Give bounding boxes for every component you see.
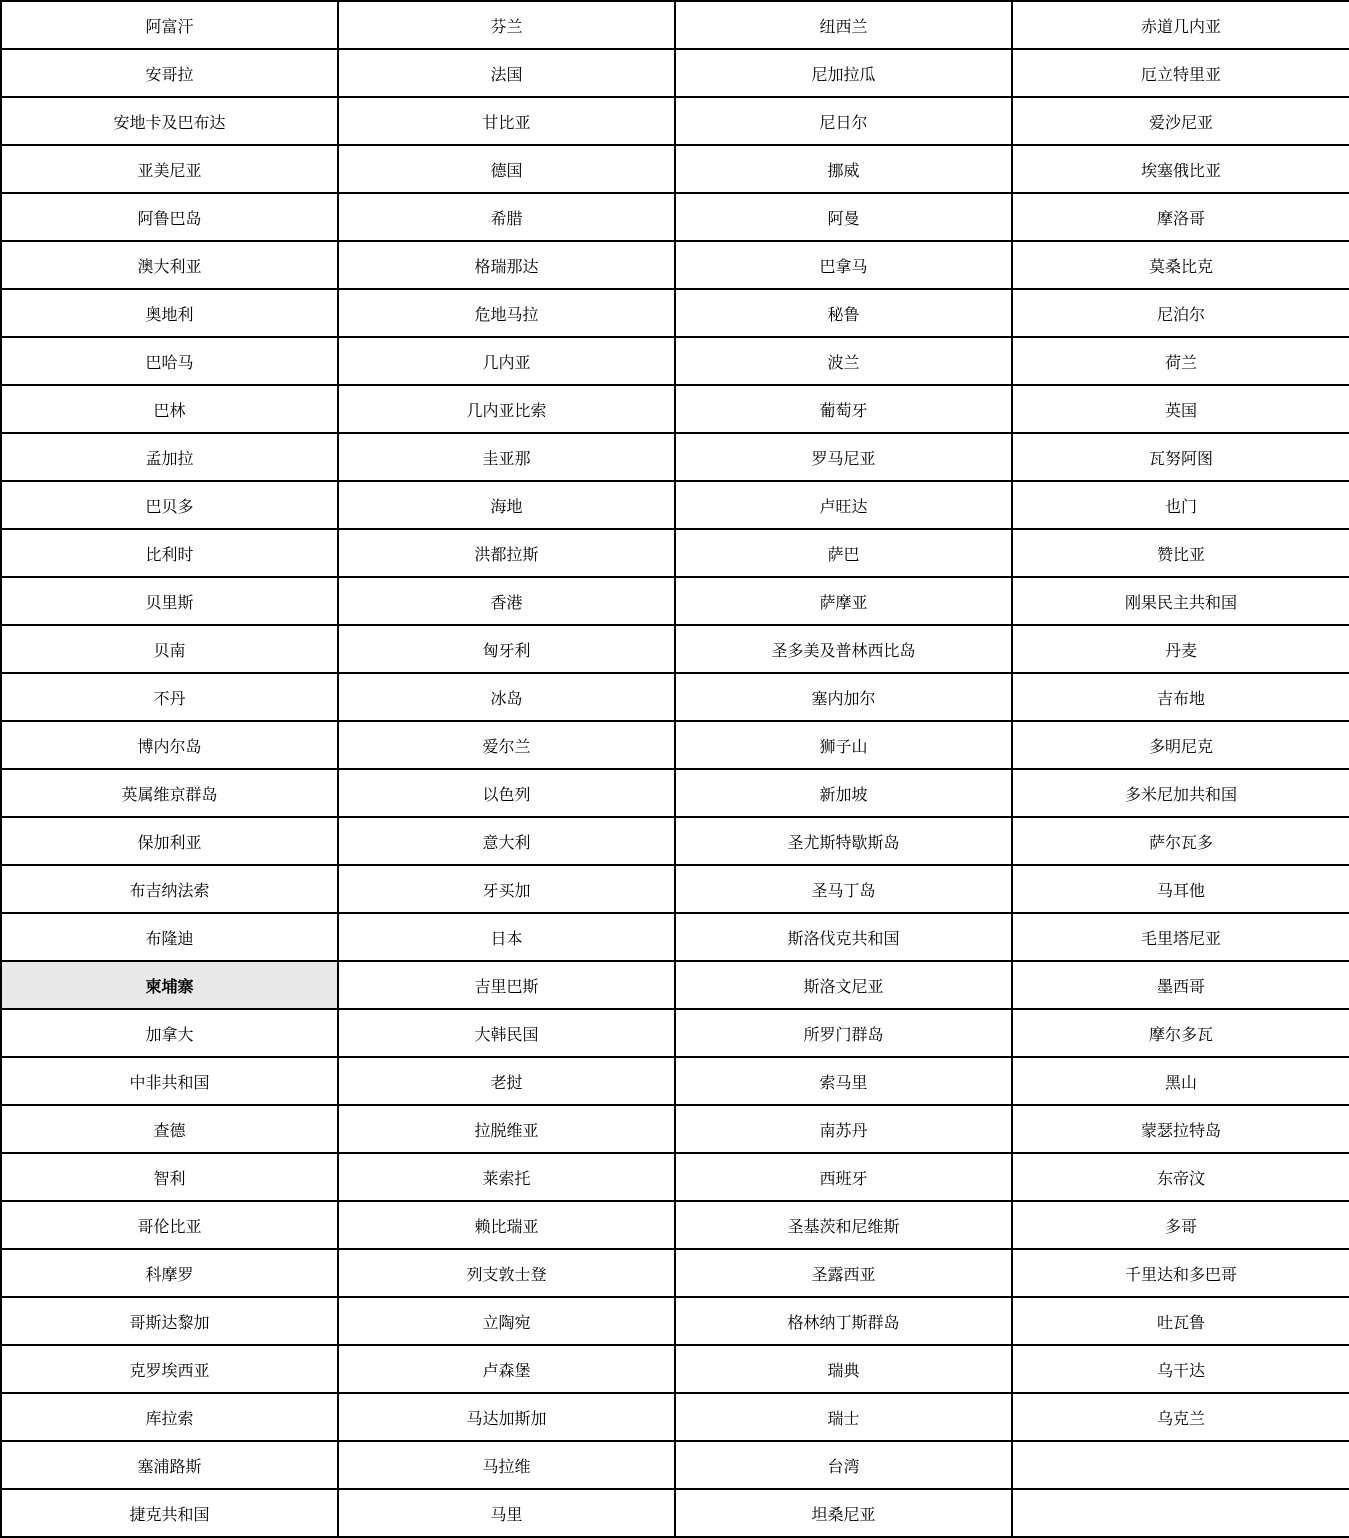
table-row bbox=[1, 817, 1349, 865]
country-cell[interactable]: 荷兰 bbox=[1012, 337, 1349, 385]
country-cell[interactable]: 查德 bbox=[1, 1105, 338, 1153]
country-cell[interactable]: 圣尤斯特歇斯岛 bbox=[675, 817, 1012, 865]
country-cell[interactable]: 拉脱维亚 bbox=[338, 1105, 675, 1153]
country-cell[interactable]: 萨摩亚 bbox=[675, 577, 1012, 625]
country-cell[interactable]: 吐瓦鲁 bbox=[1012, 1297, 1349, 1345]
country-cell[interactable]: 摩洛哥 bbox=[1012, 193, 1349, 241]
country-cell[interactable]: 莱索托 bbox=[338, 1153, 675, 1201]
country-cell[interactable] bbox=[1012, 1489, 1349, 1537]
country-cell[interactable]: 意大利 bbox=[338, 817, 675, 865]
country-cell[interactable]: 格瑞那达 bbox=[338, 241, 675, 289]
country-cell[interactable]: 芬兰 bbox=[338, 1, 675, 49]
country-cell[interactable]: 马达加斯加 bbox=[338, 1393, 675, 1441]
country-cell[interactable]: 科摩罗 bbox=[1, 1249, 338, 1297]
country-cell[interactable]: 智利 bbox=[1, 1153, 338, 1201]
country-cell[interactable]: 不丹 bbox=[1, 673, 338, 721]
country-cell[interactable]: 赤道几内亚 bbox=[1012, 1, 1349, 49]
country-cell[interactable]: 德国 bbox=[338, 145, 675, 193]
table-row bbox=[1, 193, 1349, 241]
table-row bbox=[1, 721, 1349, 769]
country-cell[interactable]: 奥地利 bbox=[1, 289, 338, 337]
table-row bbox=[1, 145, 1349, 193]
country-cell[interactable]: 纽西兰 bbox=[675, 1, 1012, 49]
country-cell[interactable]: 也门 bbox=[1012, 481, 1349, 529]
country-cell[interactable]: 多米尼加共和国 bbox=[1012, 769, 1349, 817]
country-cell[interactable]: 瓦努阿图 bbox=[1012, 433, 1349, 481]
country-cell[interactable]: 保加利亚 bbox=[1, 817, 338, 865]
country-cell[interactable]: 几内亚比索 bbox=[338, 385, 675, 433]
country-cell[interactable]: 刚果民主共和国 bbox=[1012, 577, 1349, 625]
country-cell[interactable]: 坦桑尼亚 bbox=[675, 1489, 1012, 1537]
table-row bbox=[1, 1105, 1349, 1153]
table-row bbox=[1, 1393, 1349, 1441]
country-cell[interactable]: 马拉维 bbox=[338, 1441, 675, 1489]
country-cell[interactable]: 黑山 bbox=[1012, 1057, 1349, 1105]
country-cell[interactable]: 爱尔兰 bbox=[338, 721, 675, 769]
table-row bbox=[1, 97, 1349, 145]
country-cell[interactable]: 新加坡 bbox=[675, 769, 1012, 817]
country-cell[interactable]: 捷克共和国 bbox=[1, 1489, 338, 1537]
table-row bbox=[1, 289, 1349, 337]
country-cell[interactable]: 安哥拉 bbox=[1, 49, 338, 97]
table-row bbox=[1, 673, 1349, 721]
country-cell[interactable]: 圣基茨和尼维斯 bbox=[675, 1201, 1012, 1249]
table-row bbox=[1, 913, 1349, 961]
country-cell[interactable]: 巴林 bbox=[1, 385, 338, 433]
country-cell[interactable]: 马耳他 bbox=[1012, 865, 1349, 913]
country-cell[interactable]: 阿鲁巴岛 bbox=[1, 193, 338, 241]
country-cell[interactable]: 尼加拉瓜 bbox=[675, 49, 1012, 97]
table-row bbox=[1, 1057, 1349, 1105]
country-cell[interactable]: 巴贝多 bbox=[1, 481, 338, 529]
country-cell[interactable]: 亚美尼亚 bbox=[1, 145, 338, 193]
country-cell[interactable]: 丹麦 bbox=[1012, 625, 1349, 673]
country-cell[interactable]: 巴哈马 bbox=[1, 337, 338, 385]
country-cell[interactable]: 日本 bbox=[338, 913, 675, 961]
country-cell[interactable]: 哥伦比亚 bbox=[1, 1201, 338, 1249]
country-cell[interactable]: 南苏丹 bbox=[675, 1105, 1012, 1153]
country-cell[interactable]: 大韩民国 bbox=[338, 1009, 675, 1057]
country-cell[interactable]: 格林纳丁斯群岛 bbox=[675, 1297, 1012, 1345]
country-cell[interactable]: 以色列 bbox=[338, 769, 675, 817]
table-row bbox=[1, 49, 1349, 97]
country-cell[interactable]: 索马里 bbox=[675, 1057, 1012, 1105]
table-row bbox=[1, 529, 1349, 577]
country-cell[interactable]: 蒙瑟拉特岛 bbox=[1012, 1105, 1349, 1153]
country-cell[interactable]: 赖比瑞亚 bbox=[338, 1201, 675, 1249]
table-row bbox=[1, 337, 1349, 385]
table-row bbox=[1, 385, 1349, 433]
country-cell[interactable]: 墨西哥 bbox=[1012, 961, 1349, 1009]
country-cell[interactable]: 挪威 bbox=[675, 145, 1012, 193]
country-cell[interactable]: 尼日尔 bbox=[675, 97, 1012, 145]
country-cell[interactable]: 秘鲁 bbox=[675, 289, 1012, 337]
country-cell[interactable]: 列支敦士登 bbox=[338, 1249, 675, 1297]
country-cell[interactable]: 塞浦路斯 bbox=[1, 1441, 338, 1489]
country-cell[interactable]: 所罗门群岛 bbox=[675, 1009, 1012, 1057]
country-cell[interactable]: 圣马丁岛 bbox=[675, 865, 1012, 913]
country-cell-selected[interactable]: 柬埔寨 bbox=[1, 961, 338, 1009]
country-cell[interactable]: 狮子山 bbox=[675, 721, 1012, 769]
country-cell[interactable]: 西班牙 bbox=[675, 1153, 1012, 1201]
country-cell[interactable]: 孟加拉 bbox=[1, 433, 338, 481]
country-cell[interactable]: 罗马尼亚 bbox=[675, 433, 1012, 481]
table-row bbox=[1, 1, 1349, 49]
country-cell[interactable]: 阿富汗 bbox=[1, 1, 338, 49]
table-row bbox=[1, 1201, 1349, 1249]
country-cell[interactable]: 布隆迪 bbox=[1, 913, 338, 961]
country-cell[interactable]: 牙买加 bbox=[338, 865, 675, 913]
country-cell[interactable]: 匈牙利 bbox=[338, 625, 675, 673]
table-row bbox=[1, 1249, 1349, 1297]
country-cell[interactable]: 乌干达 bbox=[1012, 1345, 1349, 1393]
country-cell[interactable]: 贝南 bbox=[1, 625, 338, 673]
country-cell[interactable]: 卢旺达 bbox=[675, 481, 1012, 529]
country-cell[interactable]: 多明尼克 bbox=[1012, 721, 1349, 769]
country-cell[interactable]: 瑞士 bbox=[675, 1393, 1012, 1441]
table-row bbox=[1, 241, 1349, 289]
country-cell[interactable]: 斯洛伐克共和国 bbox=[675, 913, 1012, 961]
country-cell[interactable]: 老挝 bbox=[338, 1057, 675, 1105]
country-cell[interactable]: 吉布地 bbox=[1012, 673, 1349, 721]
country-cell[interactable]: 东帝汶 bbox=[1012, 1153, 1349, 1201]
table-row bbox=[1, 1345, 1349, 1393]
country-cell[interactable]: 博内尔岛 bbox=[1, 721, 338, 769]
country-cell[interactable]: 英属维京群岛 bbox=[1, 769, 338, 817]
table-row bbox=[1, 1489, 1349, 1537]
country-cell[interactable]: 香港 bbox=[338, 577, 675, 625]
country-cell[interactable]: 波兰 bbox=[675, 337, 1012, 385]
country-cell[interactable]: 安地卡及巴布达 bbox=[1, 97, 338, 145]
country-table-body bbox=[1, 1, 1349, 1537]
country-cell[interactable]: 圣多美及普林西比岛 bbox=[675, 625, 1012, 673]
country-cell[interactable]: 比利时 bbox=[1, 529, 338, 577]
table-row bbox=[1, 433, 1349, 481]
country-cell[interactable]: 贝里斯 bbox=[1, 577, 338, 625]
country-cell[interactable]: 几内亚 bbox=[338, 337, 675, 385]
table-row bbox=[1, 577, 1349, 625]
country-cell[interactable]: 瑞典 bbox=[675, 1345, 1012, 1393]
country-cell[interactable]: 卢森堡 bbox=[338, 1345, 675, 1393]
country-cell[interactable]: 圭亚那 bbox=[338, 433, 675, 481]
country-cell[interactable]: 甘比亚 bbox=[338, 97, 675, 145]
table-row bbox=[1, 961, 1349, 1009]
country-cell[interactable]: 澳大利亚 bbox=[1, 241, 338, 289]
country-cell[interactable]: 萨尔瓦多 bbox=[1012, 817, 1349, 865]
country-cell[interactable] bbox=[1012, 1441, 1349, 1489]
country-cell[interactable]: 毛里塔尼亚 bbox=[1012, 913, 1349, 961]
table-row bbox=[1, 1297, 1349, 1345]
country-cell[interactable]: 台湾 bbox=[675, 1441, 1012, 1489]
country-cell[interactable]: 圣露西亚 bbox=[675, 1249, 1012, 1297]
country-cell[interactable]: 加拿大 bbox=[1, 1009, 338, 1057]
country-cell[interactable]: 希腊 bbox=[338, 193, 675, 241]
country-cell[interactable]: 马里 bbox=[338, 1489, 675, 1537]
country-cell[interactable]: 赞比亚 bbox=[1012, 529, 1349, 577]
country-cell[interactable]: 莫桑比克 bbox=[1012, 241, 1349, 289]
country-cell[interactable]: 萨巴 bbox=[675, 529, 1012, 577]
country-cell[interactable]: 法国 bbox=[338, 49, 675, 97]
country-cell[interactable]: 尼泊尔 bbox=[1012, 289, 1349, 337]
country-cell[interactable]: 立陶宛 bbox=[338, 1297, 675, 1345]
country-cell[interactable]: 葡萄牙 bbox=[675, 385, 1012, 433]
country-cell[interactable]: 乌克兰 bbox=[1012, 1393, 1349, 1441]
country-cell[interactable]: 埃塞俄比亚 bbox=[1012, 145, 1349, 193]
country-cell[interactable]: 多哥 bbox=[1012, 1201, 1349, 1249]
table-row bbox=[1, 865, 1349, 913]
country-cell[interactable]: 洪都拉斯 bbox=[338, 529, 675, 577]
table-row bbox=[1, 1441, 1349, 1489]
country-cell[interactable]: 危地马拉 bbox=[338, 289, 675, 337]
country-cell[interactable]: 斯洛文尼亚 bbox=[675, 961, 1012, 1009]
country-cell[interactable]: 厄立特里亚 bbox=[1012, 49, 1349, 97]
country-cell[interactable]: 吉里巴斯 bbox=[338, 961, 675, 1009]
table-row bbox=[1, 769, 1349, 817]
table-row bbox=[1, 1009, 1349, 1057]
country-cell[interactable]: 哥斯达黎加 bbox=[1, 1297, 338, 1345]
country-cell[interactable]: 千里达和多巴哥 bbox=[1012, 1249, 1349, 1297]
country-cell[interactable]: 克罗埃西亚 bbox=[1, 1345, 338, 1393]
table-row bbox=[1, 481, 1349, 529]
country-cell[interactable]: 爱沙尼亚 bbox=[1012, 97, 1349, 145]
table-row bbox=[1, 625, 1349, 673]
country-cell[interactable]: 英国 bbox=[1012, 385, 1349, 433]
table-row bbox=[1, 1153, 1349, 1201]
country-cell[interactable]: 摩尔多瓦 bbox=[1012, 1009, 1349, 1057]
country-cell[interactable]: 冰岛 bbox=[338, 673, 675, 721]
country-cell[interactable]: 布吉纳法索 bbox=[1, 865, 338, 913]
country-cell[interactable]: 库拉索 bbox=[1, 1393, 338, 1441]
country-cell[interactable]: 巴拿马 bbox=[675, 241, 1012, 289]
country-cell[interactable]: 中非共和国 bbox=[1, 1057, 338, 1105]
country-cell[interactable]: 塞内加尔 bbox=[675, 673, 1012, 721]
country-cell[interactable]: 海地 bbox=[338, 481, 675, 529]
country-cell[interactable]: 阿曼 bbox=[675, 193, 1012, 241]
